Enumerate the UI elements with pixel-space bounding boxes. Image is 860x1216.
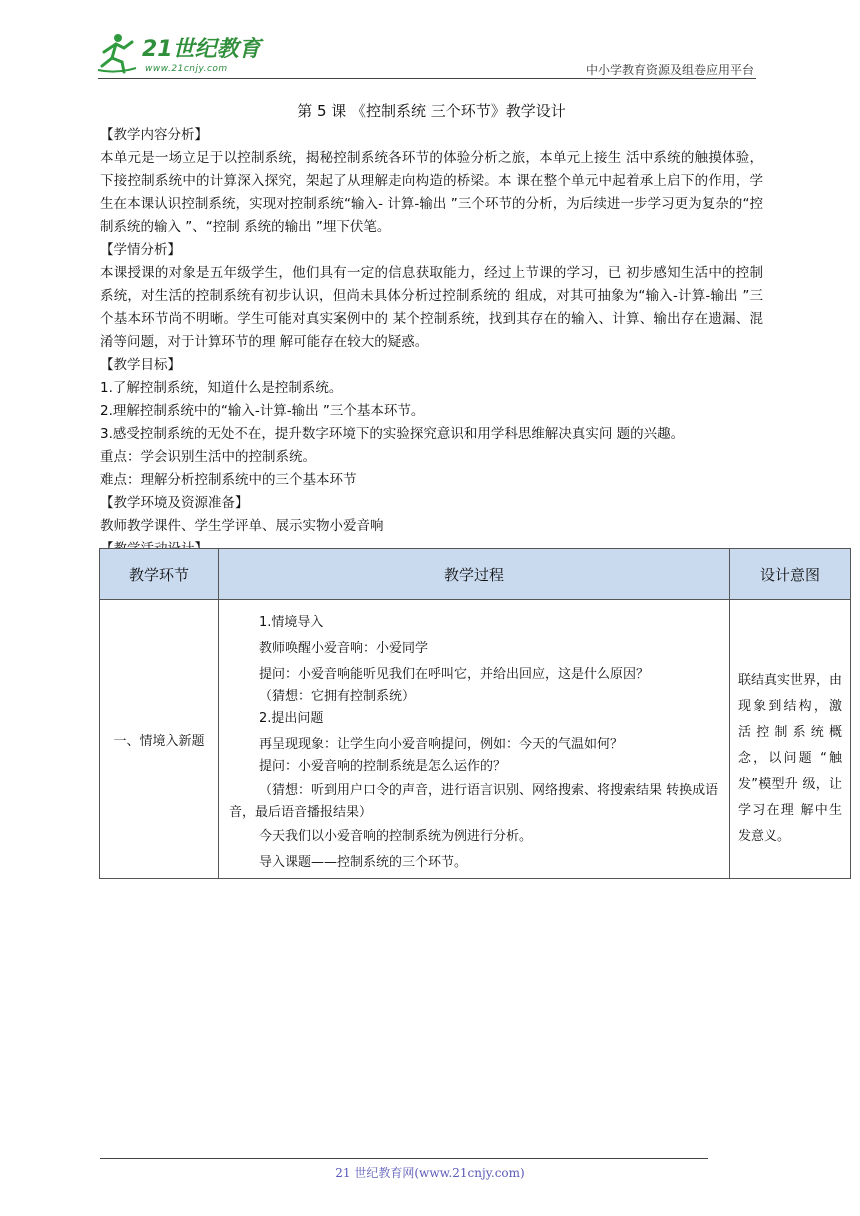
process-line: 1.情境导入 — [259, 615, 324, 630]
process-line: 提问：小爱音响能听见我们在呼叫它，并给出回应，这是什么原因？ — [259, 667, 650, 682]
stage-cell: 一、情境入新题 — [100, 600, 219, 879]
header-divider — [98, 78, 756, 79]
section-heading-environment: 【教学环境及资源准备】 — [100, 495, 249, 511]
column-header-process: 教学过程 — [219, 549, 730, 600]
section-heading-content: 【教学内容分析】 — [100, 127, 208, 143]
goal-item: 1.了解控制系统，知道什么是控制系统。 — [100, 380, 343, 396]
environment-text: 教师教学课件、学生学评单、展示实物小爱音响 — [100, 518, 384, 534]
process-line: 教师唤醒小爱音响：小爱同学 — [259, 641, 429, 656]
footer-text: 21 世纪教育网(www.21cnjy.com) — [335, 1166, 525, 1180]
table-row — [100, 600, 851, 879]
document-body — [100, 98, 763, 561]
process-line: 今天我们以小爱音响的控制系统为例进行分析。 — [259, 829, 533, 844]
learner-analysis-text: 本课授课的对象是五年级学生，他们具有一定的信息获取能力，经过上节课的学习，已 初步感知生活中的控制系统，对生活的控制系统有初步认识，但尚未具体分析过控制系统的 组成，对其可抽象为“输入-计算-输出 ”三个基本环节尚不明晰。学生可能对真实案例中的 某个控制系统，找到其存在的输入、计算、输出存在遗漏、混淆等问题，对于计算环节的理 解可能存在较大的疑惑。 — [100, 265, 763, 350]
intent-cell: 联结真实世界，由现象到结构，激 活 控 制 系 统 概念，以问题 “触发”模型升 级，让学习在理 解中生发意义。 — [730, 600, 851, 879]
column-header-stage: 教学环节 — [100, 549, 219, 600]
page-header — [0, 0, 860, 80]
process-line: 导入课题——控制系统的三个环节。 — [259, 855, 468, 870]
process-line: 提问：小爱音响的控制系统是怎么运作的？ — [259, 759, 507, 774]
logo-text: 21世纪教育 — [142, 37, 261, 62]
section-heading-learner: 【学情分析】 — [100, 242, 181, 258]
platform-name: 中小学教育资源及组卷应用平台 — [585, 63, 754, 77]
content-analysis-text: 本单元是一场立足于以控制系统，揭秘控制系统各环节的体验分析之旅，本单元上接生 活中系统的触摸体验，下接控制系统中的计算深入探究，架起了从理解走向构造的桥梁。本 课在整个单元中起着承上启下的作用，学生在本课认识控制系统，实现对控制系统“输入- 计算-输出 ”三个环节的分析，为后续进一步学习更为复杂的“控制系统的输入 ”、“控制 系统的输出 ”埋下伏笔。 — [100, 150, 763, 235]
table-header-row — [100, 549, 851, 600]
footer-divider — [100, 1158, 708, 1159]
process-line: 再呈现现象：让学生向小爱音响提问，例如：今天的气温如何？ — [259, 737, 624, 752]
goal-item: 3.感受控制系统的无处不在，提升数字环境下的实验探究意识和用学科思维解决真实问 题的兴趣。 — [100, 426, 685, 442]
difficulty: 难点：理解分析控制系统中的三个基本环节 — [100, 472, 357, 488]
key-point: 重点：学会识别生活中的控制系统。 — [100, 449, 316, 465]
page-title: 第 5 课 《控制系统 三个环节》教学设计 — [297, 102, 566, 120]
activity-table — [99, 548, 851, 879]
process-line: （猜想：听到用户口令的声音，进行语言识别、网络搜索、将搜索结果 转换成语音，最后语音播报结果） — [229, 783, 719, 820]
process-line: 2.提出问题 — [259, 711, 324, 726]
process-line: （猜想：它拥有控制系统） — [259, 689, 416, 704]
process-cell — [219, 600, 730, 879]
section-heading-goals: 【教学目标】 — [100, 357, 181, 373]
logo-url: www.21cnjy.com — [145, 64, 228, 74]
column-header-intent: 设计意图 — [730, 549, 851, 600]
goal-item: 2.理解控制系统中的“输入-计算-输出 ”三个基本环节。 — [100, 403, 425, 419]
